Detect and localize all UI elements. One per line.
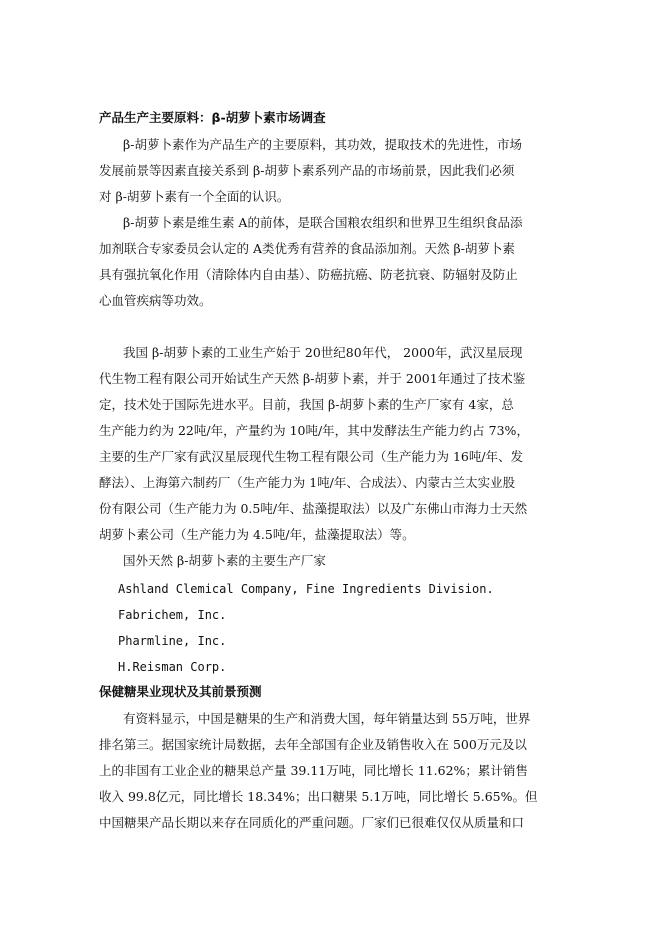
paragraph-line: 对 β-胡萝卜素有一个全面的认识。 [99,189,290,204]
company-list-item: Pharmline, Inc. [118,634,227,648]
paragraph-line: 发展前景等因素直接关系到 β-胡萝卜素系列产品的市场前景，因此我们必须 [99,163,515,178]
section-heading-beta-carotene: 产品生产主要原料：β-胡萝卜素市场调查 [99,110,326,125]
company-list-item: Ashland Clemical Company, Fine Ingredients Division. [118,582,494,596]
paragraph-line: 代生物工程有限公司开始试生产天然 β-胡萝卜素，并于 2001年通过了技术鉴 [99,371,526,386]
paragraph-line: 收入 99.8亿元，同比增长 18.34%；出口糖果 5.1万吨，同比增长 5.65%。但 [99,789,538,804]
paragraph-line: 排名第三。据国家统计局数据，去年全部国有企业及销售收入在 500万元及以 [99,737,527,752]
paragraph-line: 加剂联合专家委员会认定的 A类优秀有营养的食品添加剂。天然 β-胡萝卜素 [99,241,515,256]
paragraph-line: 主要的生产厂家有武汉星辰现代生物工程有限公司（生产能力为 16吨/年、发 [99,449,524,464]
company-list-item: Fabrichem, Inc. [118,608,227,622]
paragraph-line: 定，技术处于国际先进水平。目前，我国 β-胡萝卜素的生产厂家有 4家，总 [99,397,514,412]
paragraph-line: 生产能力约为 22吨/年，产量约为 10吨/年，其中发酵法生产能力约占 73%， [99,423,529,438]
section-heading-candy-industry: 保健糖果业现状及其前景预测 [99,684,262,699]
paragraph-line: 份有限公司（生产能力为 0.5吨/年、盐藻提取法）以及广东佛山市海力士天然 [99,501,528,516]
paragraph-line: β-胡萝卜素是维生素 A的前体，是联合国粮农组织和世界卫生组织食品添 [123,215,523,230]
paragraph-line: 酵法）、上海第六制药厂（生产能力为 1吨/年、合成法）、内蒙古兰太实业股 [99,475,516,490]
paragraph-line: 有资料显示，中国是糖果的生产和消费大国，每年销量达到 55万吨，世界 [123,711,531,726]
foreign-producers-title: 国外天然 β-胡萝卜素的主要生产厂家 [123,553,326,568]
paragraph-line: 心血管疾病等功效。 [99,293,212,308]
paragraph-line: 中国糖果产品长期以来存在同质化的严重问题。厂家们已很难仅仅从质量和口 [99,815,525,830]
paragraph-line: 我国 β-胡萝卜素的工业生产始于 20世纪80年代， 2000年，武汉星辰现 [123,345,523,360]
company-list-item: H.Reisman Corp. [118,660,227,674]
paragraph-line: 上的非国有工业企业的糖果总产量 39.11万吨，同比增长 11.62%；累计销售 [99,763,528,778]
paragraph-line: 具有强抗氧化作用（清除体内自由基）、防癌抗癌、防老抗衰、防辐射及防止 [99,267,518,282]
paragraph-line: 胡萝卜素公司（生产能力为 4.5吨/年，盐藻提取法）等。 [99,527,415,542]
paragraph-line: β-胡萝卜素作为产品生产的主要原料，其功效，提取技术的先进性，市场 [123,137,522,152]
